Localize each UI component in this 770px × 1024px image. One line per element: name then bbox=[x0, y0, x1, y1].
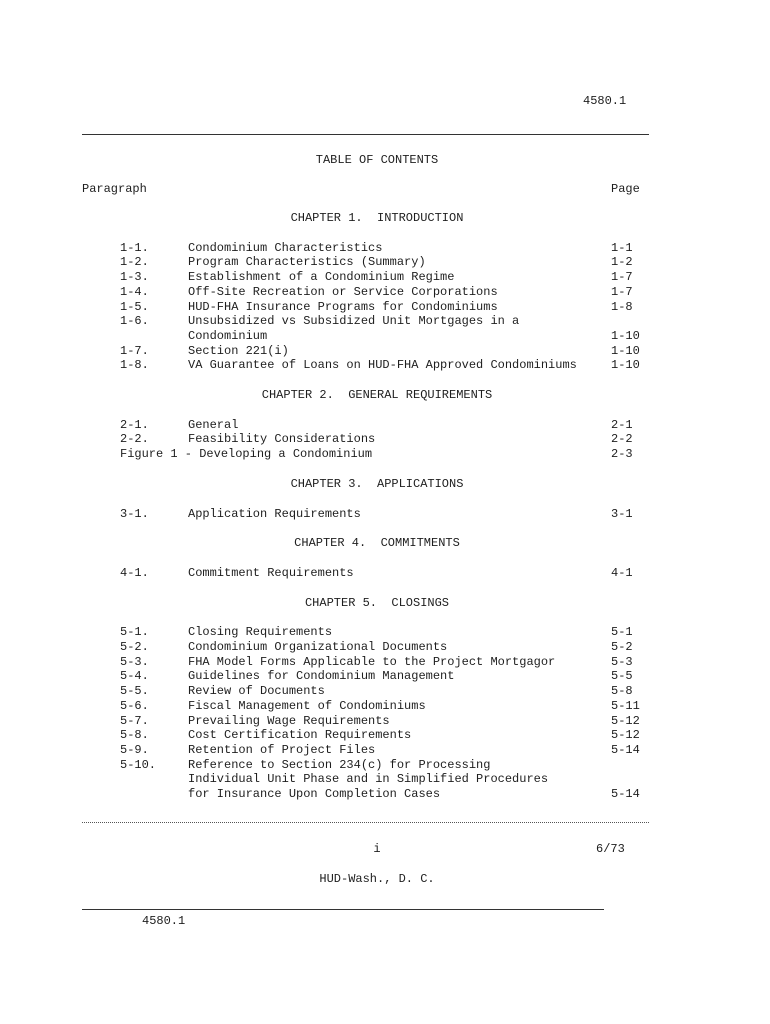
toc-entry-number: 3-1. bbox=[120, 506, 149, 521]
toc-entry-number: 5-9. bbox=[120, 742, 149, 757]
toc-entry-number: 5-4. bbox=[120, 669, 149, 684]
toc-entry-title: Commitment Requirements bbox=[188, 565, 354, 580]
chapter-heading: CHAPTER 5. CLOSINGS bbox=[304, 595, 450, 610]
toc-entry-title: FHA Model Forms Applicable to the Project Mortgagor bbox=[188, 654, 556, 669]
toc-entry-title: Prevailing Wage Requirements bbox=[188, 713, 390, 728]
toc-entry-number: 5-5. bbox=[120, 684, 149, 699]
toc-entry-page: 1-1 bbox=[611, 240, 633, 255]
toc-entry-number: 5-1. bbox=[120, 625, 149, 640]
toc-entry-page: 5-14 bbox=[611, 787, 640, 801]
next-page-document-number: 4580.1 bbox=[142, 914, 186, 928]
toc-entry-number: 1-1. bbox=[120, 240, 149, 255]
toc-entry-page: 2-1 bbox=[611, 417, 633, 432]
toc-entry-title: Review of Documents bbox=[188, 684, 325, 699]
toc-entry-page: 5-14 bbox=[611, 742, 640, 757]
toc-entry-number: 1-3. bbox=[120, 270, 149, 285]
chapter-heading: CHAPTER 3. APPLICATIONS bbox=[290, 476, 464, 491]
toc-entry-number: 5-10. bbox=[120, 757, 157, 772]
toc-entry-number: 2-1. bbox=[120, 417, 149, 432]
toc-entry-title: Condominium Organizational Documents bbox=[188, 640, 448, 654]
toc-entry-page: 5-3 bbox=[611, 654, 633, 669]
toc-entry-title: Establishment of a Condominium Regime bbox=[188, 270, 455, 285]
toc-entry-title: Condominium bbox=[188, 328, 268, 343]
toc-entry-title: Individual Unit Phase and in Simplified Procedures bbox=[188, 772, 549, 787]
toc-entry-title: Feasibility Considerations bbox=[188, 432, 376, 447]
toc-entry-page: 1-10 bbox=[611, 343, 640, 358]
toc-entry-title: Closing Requirements bbox=[188, 625, 333, 640]
toc-entry-page: 2-3 bbox=[611, 447, 633, 462]
toc-entry-page: 2-2 bbox=[611, 432, 633, 447]
toc-entry-title: Reference to Section 234(c) for Processing bbox=[188, 757, 491, 772]
toc-entry-title: Section 221(i) bbox=[188, 343, 289, 358]
footer-rule bbox=[82, 822, 649, 823]
toc-entry-page: 3-1 bbox=[611, 506, 633, 521]
toc-entry-title: Unsubsidized vs Subsidized Unit Mortgages in a bbox=[188, 314, 520, 329]
toc-entry-number: Figure 1 - Developing a Condominium bbox=[120, 447, 373, 462]
toc-entry-title: Condominium Characteristics bbox=[188, 240, 383, 255]
toc-entry-page: 5-11 bbox=[611, 698, 640, 713]
toc-entry-title: HUD-FHA Insurance Programs for Condominiums bbox=[188, 299, 498, 314]
toc-title: TABLE OF CONTENTS bbox=[315, 153, 439, 167]
toc-entry-page: 1-8 bbox=[611, 299, 633, 314]
toc-entry-page: 5-1 bbox=[611, 625, 633, 640]
page-number: i bbox=[373, 842, 381, 856]
chapter-heading: CHAPTER 2. GENERAL REQUIREMENTS bbox=[261, 388, 493, 402]
toc-entry-number: 5-7. bbox=[120, 713, 149, 728]
toc-entry-page: 5-12 bbox=[611, 728, 640, 743]
toc-entry-page: 5-5 bbox=[611, 669, 633, 684]
toc-entry-title: Program Characteristics (Summary) bbox=[188, 255, 426, 270]
toc-entry-number: 5-6. bbox=[120, 698, 149, 713]
toc-entry-title: Retention of Project Files bbox=[188, 742, 376, 757]
toc-entry-page: 5-8 bbox=[611, 684, 633, 699]
toc-entry-page: 5-2 bbox=[611, 640, 633, 654]
toc-entry-page: 1-7 bbox=[611, 270, 633, 285]
toc-entry-number: 5-8. bbox=[120, 728, 149, 743]
toc-entry-page: 1-10 bbox=[611, 328, 640, 343]
issue-date: 6/73 bbox=[596, 842, 625, 856]
toc-entry-title: Application Requirements bbox=[188, 506, 361, 521]
toc-entry-page: 1-10 bbox=[611, 358, 640, 373]
toc-entry-number: 1-7. bbox=[120, 343, 149, 358]
toc-entry-title: Guidelines for Condominium Management bbox=[188, 669, 455, 684]
header-rule bbox=[82, 134, 649, 135]
toc-entry-page: 1-2 bbox=[611, 255, 633, 270]
issuing-office: HUD-Wash., D. C. bbox=[319, 872, 435, 886]
document-number: 4580.1 bbox=[583, 94, 627, 108]
toc-entry-number: 4-1. bbox=[120, 565, 149, 580]
chapter-heading: CHAPTER 4. COMMITMENTS bbox=[294, 536, 460, 551]
toc-entry-number: 1-8. bbox=[120, 358, 149, 373]
toc-entry-page: 5-12 bbox=[611, 713, 640, 728]
toc-entry-number: 1-5. bbox=[120, 299, 149, 314]
toc-entry-title: General bbox=[188, 417, 239, 432]
toc-entry-title: Off-Site Recreation or Service Corporations bbox=[188, 284, 498, 299]
toc-entry-title: Fiscal Management of Condominiums bbox=[188, 698, 426, 713]
toc-entry-number: 5-3. bbox=[120, 654, 149, 669]
chapter-heading: CHAPTER 1. INTRODUCTION bbox=[290, 211, 464, 225]
column-header-page: Page bbox=[611, 182, 640, 196]
toc-entry-page: 1-7 bbox=[611, 284, 633, 299]
toc-entry-number: 1-2. bbox=[120, 255, 149, 270]
toc-entry-title: VA Guarantee of Loans on HUD-FHA Approved Condominiums bbox=[188, 358, 577, 373]
toc-entry-number: 2-2. bbox=[120, 432, 149, 447]
column-header-paragraph: Paragraph bbox=[82, 182, 147, 196]
toc-entry-number: 5-2. bbox=[120, 640, 149, 654]
toc-entry-page: 4-1 bbox=[611, 565, 633, 580]
next-page-rule bbox=[82, 909, 604, 910]
toc-entry-title: Cost Certification Requirements bbox=[188, 728, 412, 743]
toc-entry-number: 1-4. bbox=[120, 284, 149, 299]
toc-entry-number: 1-6. bbox=[120, 314, 149, 329]
toc-entry-title: for Insurance Upon Completion Cases bbox=[188, 787, 441, 801]
